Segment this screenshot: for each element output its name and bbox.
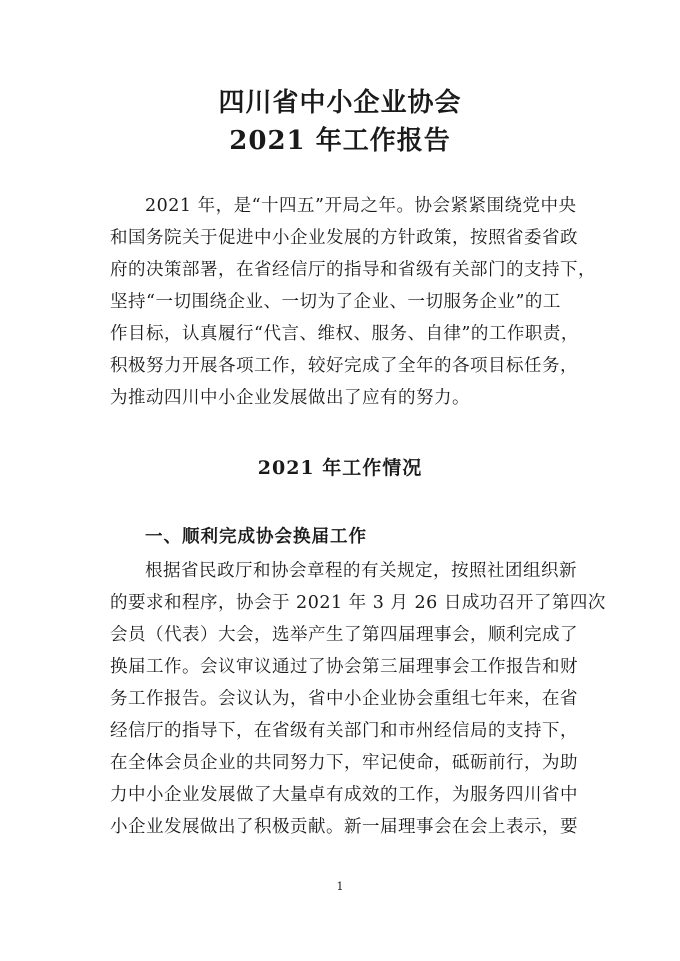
paragraph-line: 经信厅的指导下，在省级有关部门和市州经信局的支持下，	[110, 721, 578, 741]
paragraph-line: 小企业发展做出了积极贡献。新一届理事会在会上表示，要	[110, 817, 578, 837]
paragraph-line: 换届工作。会议审议通过了协会第三届理事会工作报告和财	[110, 657, 578, 677]
paragraph-line: 务工作报告。会议认为，省中小企业协会重组七年来，在省	[110, 689, 578, 709]
subsection-title: 一、顺利完成协会换届工作	[145, 527, 367, 547]
paragraph-line: 和国务院关于促进中小企业发展的方针政策，按照省委省政	[110, 228, 578, 248]
paragraph-line: 的要求和程序，协会于 2021 年 3 月 26 日成功召开了第四次	[110, 593, 606, 613]
paragraph-line: 作目标，认真履行“代言、维权、服务、自律”的工作职责，	[110, 324, 579, 344]
page-number: 1	[336, 880, 344, 893]
paragraph-line: 积极努力开展各项工作，较好完成了全年的各项目标任务，	[110, 356, 578, 376]
intro-paragraph	[110, 190, 596, 414]
document-title-line-1: 四川省中小企业协会	[218, 88, 462, 118]
paragraph-line: 在全体会员企业的共同努力下，牢记使命，砥砺前行，为助	[110, 753, 578, 773]
document-title-line-2: 2021 年工作报告	[229, 126, 451, 156]
paragraph-line: 会员（代表）大会，选举产生了第四届理事会，顺利完成了	[110, 625, 578, 645]
paragraph-line: 为推动四川中小企业发展做出了应有的努力。	[110, 388, 470, 408]
section-title: 2021 年工作情况	[257, 457, 423, 479]
paragraph-line: 府的决策部署，在省经信厅的指导和省级有关部门的支持下，	[110, 260, 596, 280]
paragraph-line: 2021 年，是“十四五”开局之年。协会紧紧围绕党中央	[145, 196, 577, 216]
paragraph-line: 坚持“一切围绕企业、一切为了企业、一切服务企业”的工	[110, 292, 561, 312]
paragraph-line: 根据省民政厅和协会章程的有关规定，按照社团组织新	[145, 561, 577, 581]
paragraph-line: 力中小企业发展做了大量卓有成效的工作，为服务四川省中	[110, 785, 578, 805]
subsection-paragraph	[110, 555, 606, 843]
